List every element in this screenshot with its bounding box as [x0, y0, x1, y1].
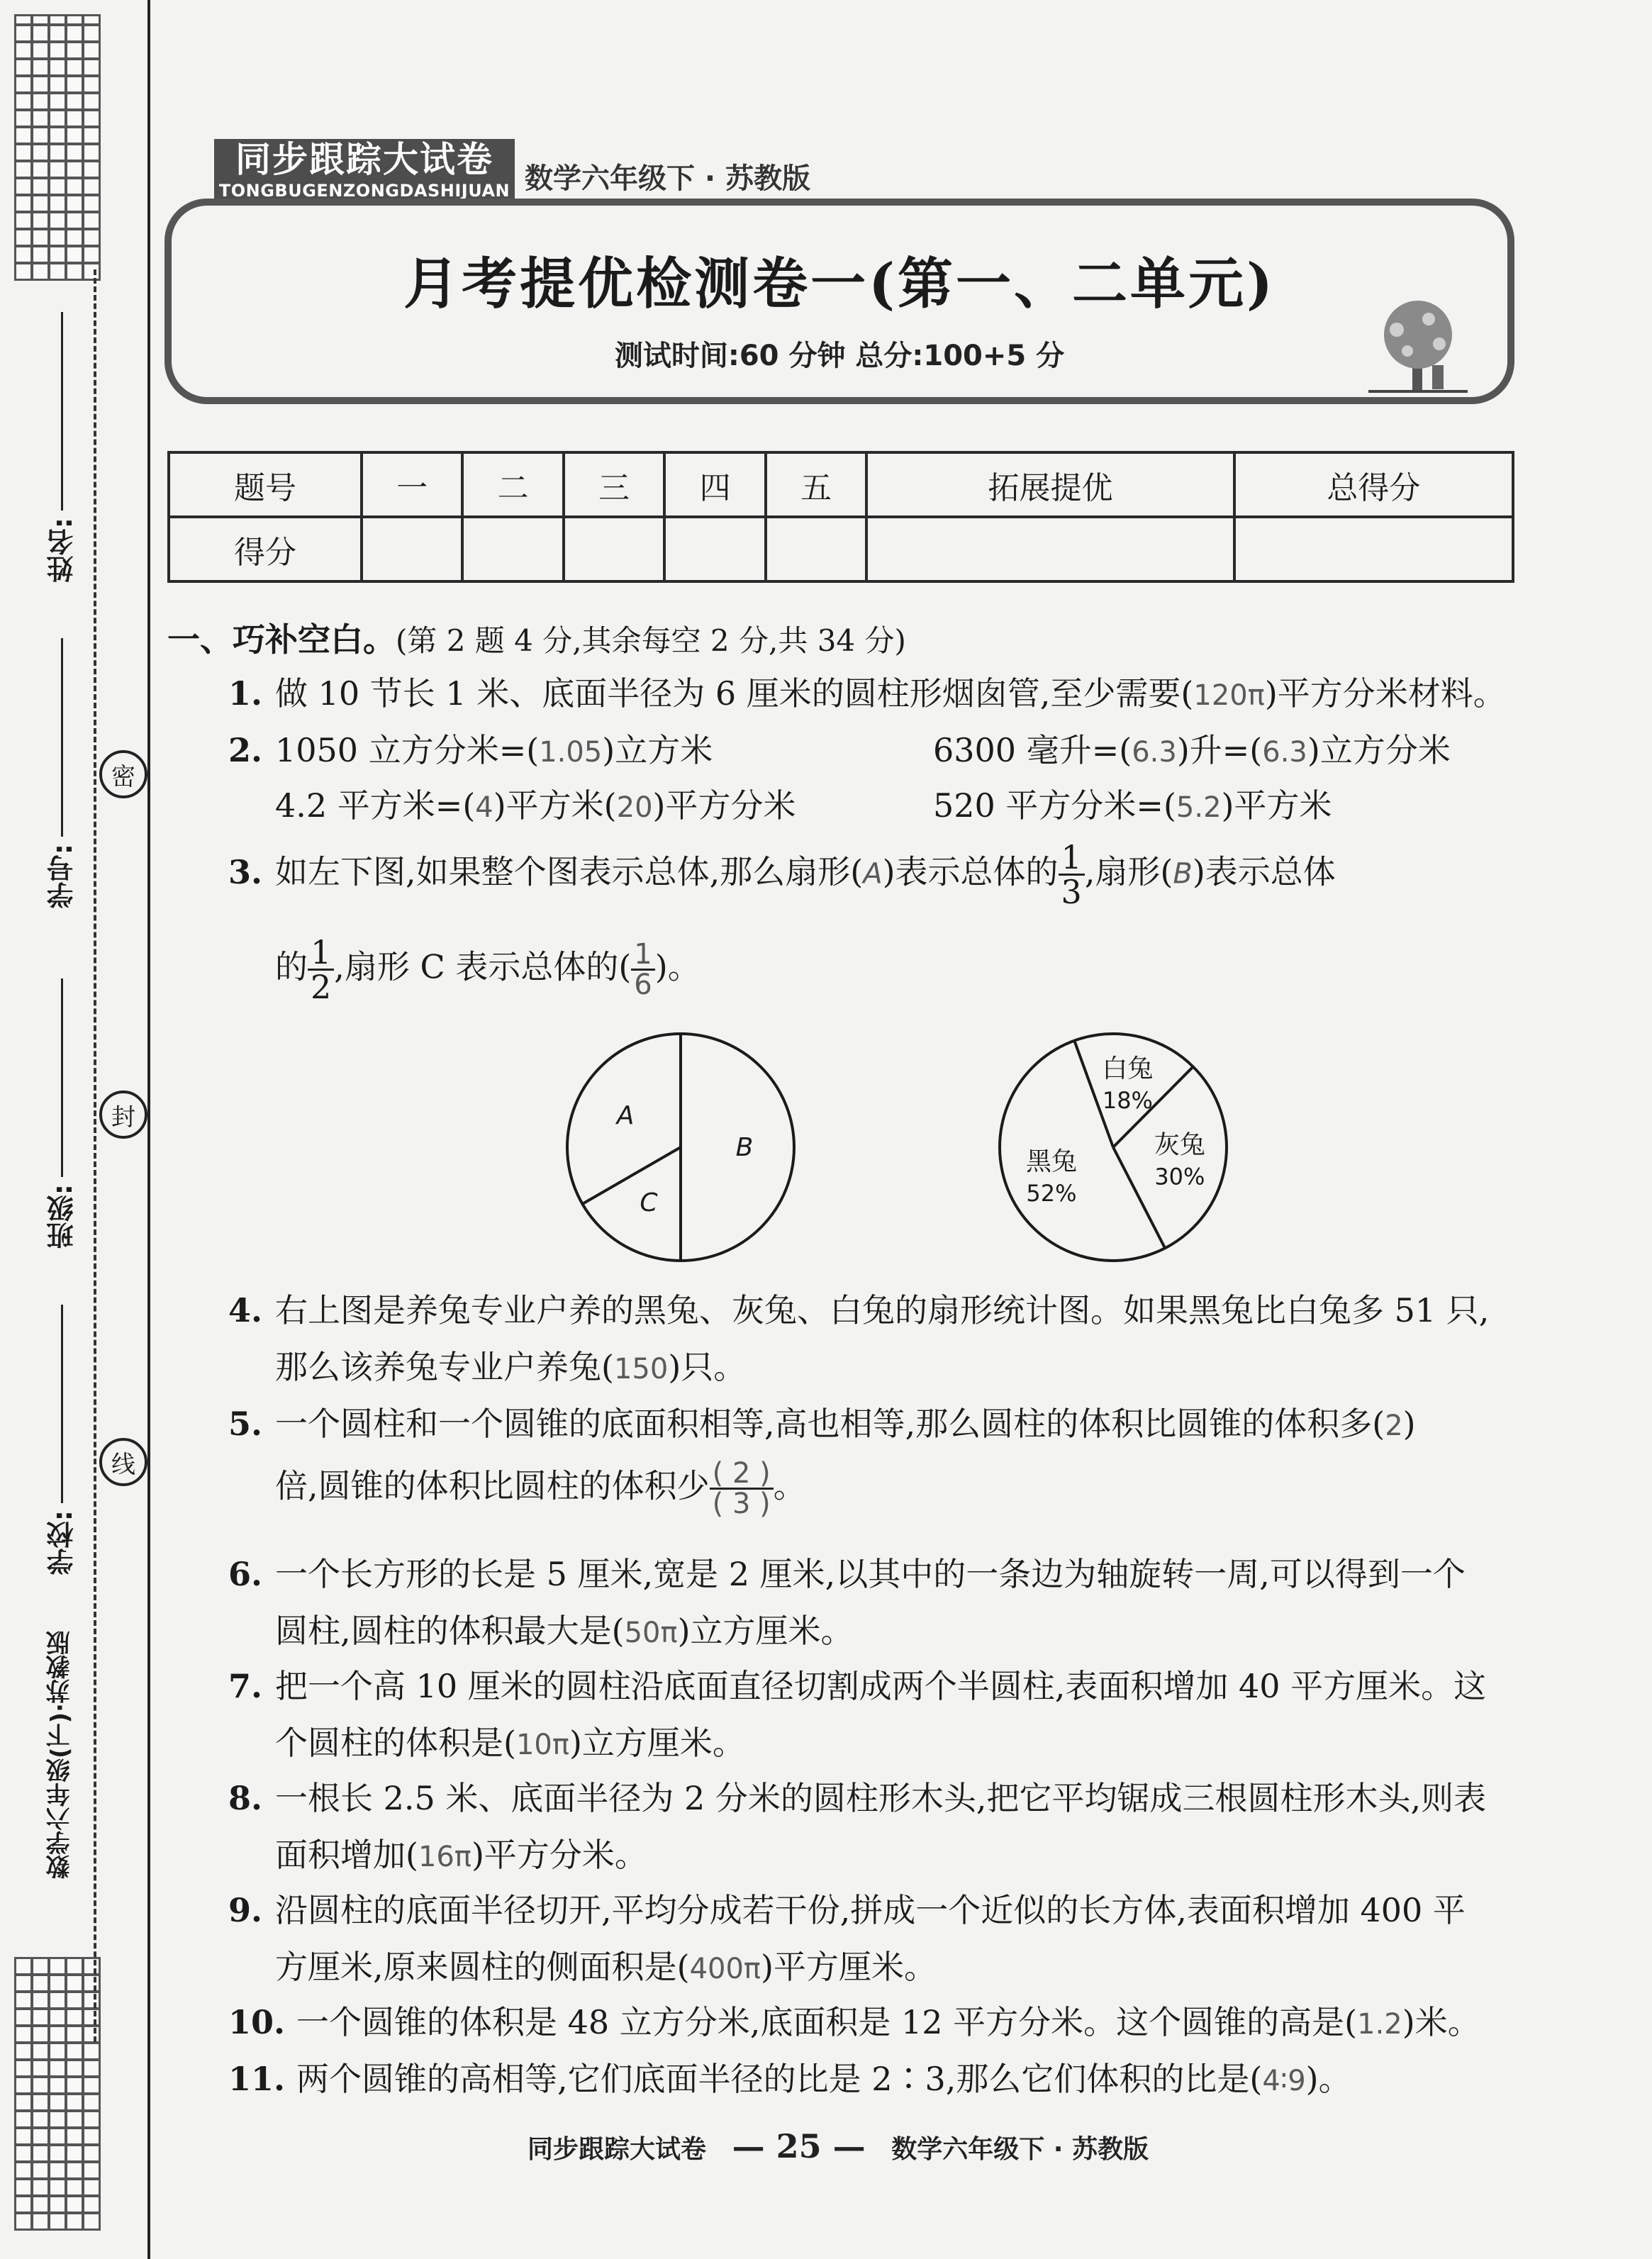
question-text: 一个圆锥的体积是 48 立方分米,底面积是 12 平方分米。这个圆锥的高是(	[296, 2003, 1358, 2041]
section-title: 一、巧补空白。	[167, 620, 396, 659]
question-text: 右上图是养兔专业户养的黑兔、灰兔、白兔的扇形统计图。如果黑兔比白兔多 51 只,	[275, 1291, 1490, 1329]
answer: 4∶9	[1262, 2065, 1306, 2097]
question-number: 2.	[228, 731, 263, 769]
question-2a	[228, 725, 713, 771]
question-10	[228, 1997, 1480, 2043]
table-row	[169, 452, 1513, 517]
pie2-value-2: 52%	[1026, 1180, 1077, 1207]
question-text: )米。	[1402, 2003, 1480, 2041]
seal-feng: 封	[99, 1091, 147, 1139]
table-header-cell: 拓展提优	[866, 452, 1234, 517]
question-9-line2	[275, 1941, 937, 1988]
question-number: 11.	[228, 2060, 286, 2098]
fraction-answer	[710, 1459, 774, 1518]
question-text: )平方分米材料。	[1264, 674, 1506, 713]
question-number: 3.	[228, 852, 263, 891]
question-text: )平方米(	[493, 786, 617, 825]
question-text: 沿圆柱的底面半径切开,平均分成若干份,拼成一个近似的长方体,表面积增加 400 平	[275, 1891, 1466, 1929]
table-header-cell: 四	[664, 452, 765, 517]
question-number: 8.	[228, 1779, 263, 1817]
seal-mi: 密	[99, 750, 147, 798]
question-number: 5.	[228, 1405, 263, 1443]
table-header-cell: 总得分	[1234, 452, 1513, 517]
question-text: )。	[654, 947, 701, 986]
question-3-line2	[275, 933, 701, 1006]
pie-chart-sectors	[560, 1027, 830, 1268]
question-text: )平方厘米。	[761, 1948, 937, 1986]
score-cell	[664, 517, 765, 581]
pie2-value-1: 30%	[1154, 1163, 1205, 1190]
fraction-denominator: ( 3 )	[712, 1488, 771, 1520]
pie-slice-boundary	[582, 1147, 681, 1204]
table-header-cell: 题号	[169, 452, 362, 517]
question-text: ,扇形 C 表示总体的(	[334, 947, 632, 986]
table-header-cell: 五	[766, 452, 866, 517]
answer: 4	[475, 791, 493, 824]
footer-subject: 数学六年级下 · 苏教版	[891, 2135, 1149, 2164]
brand-name: 同步跟踪大试卷	[235, 139, 493, 180]
table-header-cell: 三	[564, 452, 664, 517]
question-number: 1.	[228, 674, 263, 713]
question-number: 7.	[228, 1667, 263, 1705]
question-text: 方厘米,原来圆柱的侧面积是(	[275, 1948, 690, 1986]
id-label: 学号:	[47, 844, 78, 909]
question-text: )。	[1305, 2060, 1351, 2098]
score-cell	[1234, 517, 1513, 581]
fraction-numerator: 1	[631, 940, 654, 971]
book-label: 数学六年级(下)·苏教版	[46, 1631, 74, 1879]
cut-line	[94, 269, 96, 2042]
section-heading	[167, 614, 906, 661]
pie1-label-1: C	[640, 1188, 658, 1217]
question-text: ,扇形(	[1084, 852, 1173, 891]
answer: 1.2	[1357, 2008, 1402, 2041]
fraction	[1059, 838, 1085, 911]
seal-xian: 线	[99, 1438, 147, 1486]
question-number: 9.	[228, 1891, 263, 1929]
question-text: 两个圆锥的高相等,它们底面半径的比是 2∶3,那么它们体积的比是(	[296, 2060, 1263, 2098]
answer: 50π	[624, 1617, 678, 1649]
name-label: 姓名:	[47, 518, 78, 583]
fraction-numerator: 1	[308, 936, 334, 971]
question-text: )升=(	[1176, 731, 1263, 769]
question-text: 圆柱,圆柱的体积最大是(	[275, 1612, 625, 1650]
margin-rule	[147, 0, 150, 2259]
question-text: 。	[773, 1466, 806, 1505]
question-text: 520 平方分米=(	[933, 786, 1176, 825]
table-row	[169, 517, 1513, 581]
brand-pinyin: TONGBUGENZONGDASHIJUAN	[218, 181, 510, 201]
fraction	[308, 933, 334, 1006]
pie-slice-boundary	[1113, 1147, 1165, 1248]
pie2-value-0: 18%	[1102, 1087, 1153, 1115]
answer: A	[863, 857, 883, 891]
question-number: 4.	[228, 1291, 263, 1329]
question-5-line2	[275, 1459, 806, 1518]
question-text: 一根长 2.5 米、底面半径为 2 分米的圆柱形木头,把它平均锯成三根圆柱形木头,则表	[275, 1779, 1487, 1817]
question-8-line2	[275, 1829, 647, 1876]
subject-label: 数学六年级下 · 苏教版	[525, 162, 811, 195]
pie2-label-0: 白兔	[1102, 1054, 1154, 1084]
class-blank	[61, 978, 63, 1177]
question-3-line1	[228, 838, 1336, 911]
score-cell	[866, 517, 1234, 581]
answer: 150	[613, 1353, 669, 1385]
school-blank	[61, 1305, 63, 1503]
answer: 10π	[515, 1729, 569, 1761]
fraction-numerator: ( 2 )	[710, 1459, 774, 1490]
pie1-label-0: B	[735, 1133, 754, 1162]
question-6-line1	[228, 1549, 1466, 1595]
score-table	[167, 451, 1514, 583]
question-text: 那么该养兔专业户养兔(	[275, 1348, 614, 1386]
score-cell	[462, 517, 563, 581]
question-8-line1	[228, 1773, 1486, 1819]
question-text: 一个长方形的长是 5 厘米,宽是 2 厘米,以其中的一条边为轴旋转一周,可以得到一个	[275, 1555, 1466, 1593]
question-number: 6.	[228, 1555, 263, 1593]
score-row-label: 得分	[169, 517, 362, 581]
id-blank	[61, 638, 63, 837]
question-text: )	[1402, 1405, 1416, 1443]
question-text: )只。	[668, 1348, 747, 1386]
question-text: 1050 立方分米=(	[275, 731, 540, 769]
question-4-line2	[275, 1342, 746, 1388]
question-7-line1	[228, 1661, 1486, 1707]
question-6-line2	[275, 1605, 854, 1652]
question-text: )立方厘米。	[569, 1724, 745, 1762]
question-4-line1	[228, 1285, 1489, 1332]
table-header-cell: 一	[362, 452, 462, 517]
question-2d	[933, 780, 1332, 827]
question-11	[228, 2053, 1351, 2100]
fraction-answer	[631, 940, 654, 999]
test-info: 测试时间:60 分钟 总分:100+5 分	[614, 340, 1065, 372]
school-label: 学校:	[47, 1510, 78, 1575]
footer-brand: 同步跟踪大试卷	[528, 2135, 707, 2164]
question-7-line2	[275, 1717, 745, 1764]
brand-badge	[214, 139, 515, 204]
decorative-border-top	[14, 14, 101, 281]
question-text: )立方米	[602, 731, 713, 769]
answer: 20	[616, 791, 653, 824]
question-5-line1	[228, 1398, 1416, 1445]
question-text: 一个圆柱和一个圆锥的底面积相等,高也相等,那么圆柱的体积比圆锥的体积多(	[275, 1405, 1385, 1443]
answer: 1.05	[539, 736, 603, 769]
fraction-numerator: 1	[1059, 841, 1085, 876]
answer: 2	[1385, 1410, 1403, 1442]
question-text: 如左下图,如果整个图表示总体,那么扇形(	[275, 852, 864, 891]
tree-illustration	[1361, 298, 1475, 397]
fraction-denominator: 3	[1061, 873, 1082, 911]
question-text: 做 10 节长 1 米、底面半径为 6 厘米的圆柱形烟囱管,至少需要(	[275, 674, 1194, 713]
score-cell	[564, 517, 664, 581]
fraction-denominator: 2	[311, 968, 332, 1006]
pie2-label-1: 灰兔	[1154, 1130, 1205, 1160]
pie2-label-2: 黑兔	[1025, 1147, 1077, 1177]
answer: 120π	[1193, 679, 1265, 712]
question-text: )表示总体	[1192, 852, 1336, 891]
question-text: )表示总体的	[882, 852, 1059, 891]
question-text: )平方米	[1221, 786, 1332, 825]
answer: 5.2	[1176, 791, 1222, 824]
question-text: 面积增加(	[275, 1836, 418, 1874]
question-text: )立方分米	[1307, 731, 1451, 769]
question-9-line1	[228, 1885, 1466, 1931]
question-text: )立方厘米。	[677, 1612, 854, 1650]
page-footer	[164, 2127, 1512, 2165]
question-text: )平方分米	[652, 786, 796, 825]
decorative-border-bottom	[14, 1957, 101, 2231]
pie-chart-rabbits	[993, 1027, 1234, 1268]
class-label: 班级:	[47, 1184, 78, 1249]
question-text: 4.2 平方米=(	[275, 786, 476, 825]
question-text: 把一个高 10 厘米的圆柱沿底面直径切割成两个半圆柱,表面积增加 40 平方厘米。这	[275, 1667, 1487, 1705]
question-1	[228, 668, 1506, 715]
score-cell	[362, 517, 462, 581]
answer: 6.3	[1262, 736, 1307, 769]
question-text: 个圆柱的体积是(	[275, 1724, 516, 1762]
question-2c	[275, 780, 796, 827]
question-text: 6300 毫升=(	[933, 731, 1132, 769]
question-text: 的	[275, 947, 308, 986]
page-title: 月考提优检测卷一(第一、二单元)	[403, 252, 1276, 316]
table-header-cell: 二	[462, 452, 563, 517]
score-cell	[766, 517, 866, 581]
question-2b	[933, 725, 1451, 771]
answer: 6.3	[1132, 736, 1177, 769]
fraction-denominator: 6	[634, 969, 652, 1001]
pie1-label-2: A	[616, 1100, 635, 1130]
page-number: — 25 —	[732, 2127, 866, 2165]
section-note: (第 2 题 4 分,其余每空 2 分,共 34 分)	[396, 623, 906, 658]
answer: 16π	[418, 1841, 471, 1873]
answer: B	[1173, 857, 1193, 891]
name-blank	[61, 312, 63, 511]
question-text: 倍,圆锥的体积比圆柱的体积少	[275, 1466, 710, 1505]
question-number: 10.	[228, 2003, 286, 2041]
answer: 400π	[689, 1953, 761, 1985]
question-text: )平方分米。	[471, 1836, 647, 1874]
